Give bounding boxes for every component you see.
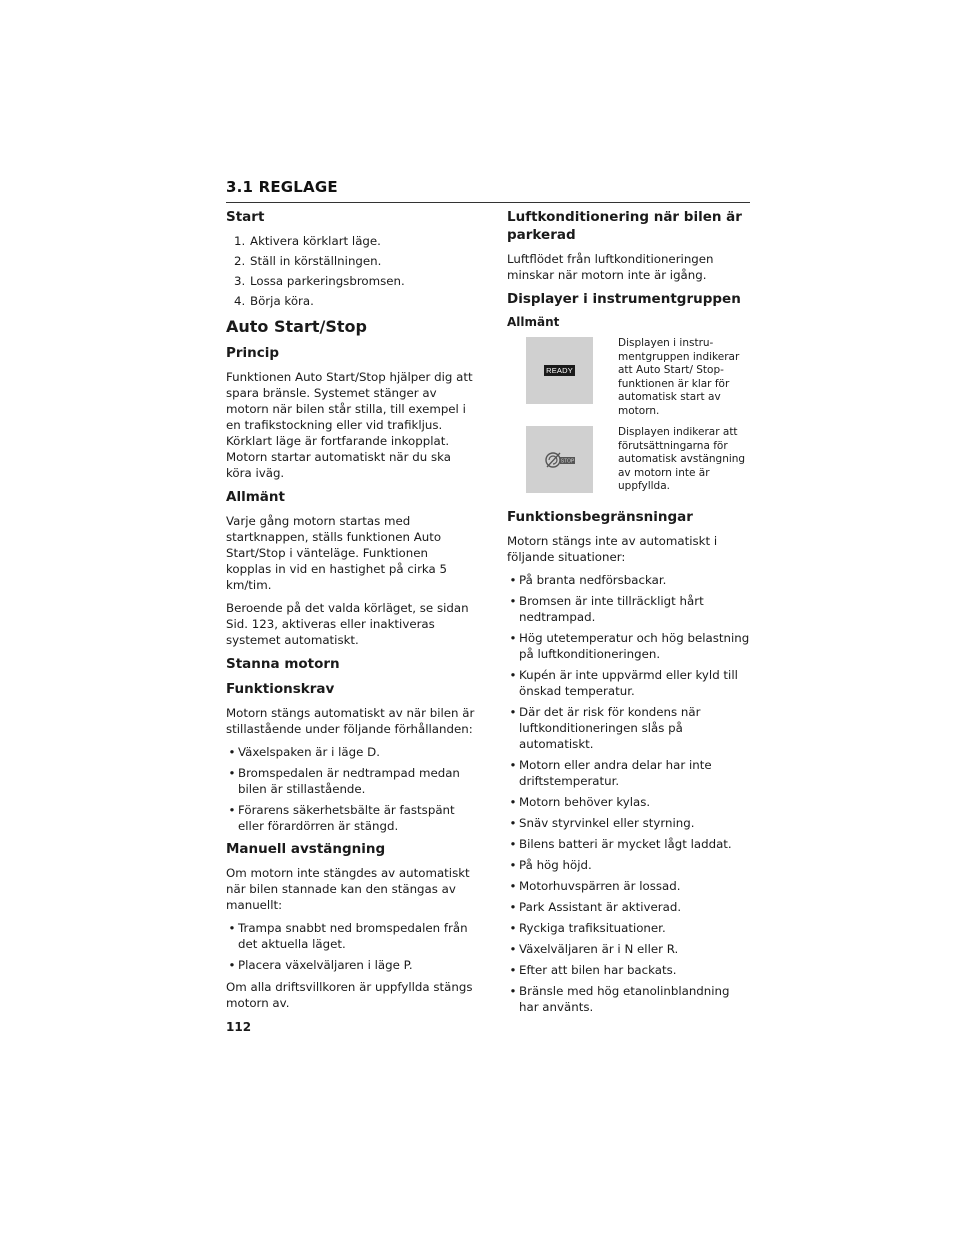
list-item: 4. Börja köra.	[234, 294, 314, 308]
funktionskrav-heading: Funktionskrav	[226, 681, 335, 697]
manuell-list	[226, 920, 476, 973]
list-item: • Där det är risk för kondens när luftkonditioneringen slås på automatiskt.	[509, 704, 701, 751]
princip-text: Funktionen Auto Start/Stop hjälper dig att spara bränsle. Systemet stänger av motorn när bilen står stilla, till exempel i en trafikstockning eller vid trafikljus. Körklart läge är fortfarande inkopplat. Motorn startar automatiskt när du ska köra iväg.	[226, 370, 473, 480]
list-item: • På hög höjd.	[509, 857, 592, 872]
svg-text:STOP: STOP	[560, 458, 574, 465]
list-item: • Växelspaken är i läge D.	[228, 745, 380, 759]
manuell-text: Om motorn inte stängdes av automatiskt när bilen stannade kan den stängas av manuellt:	[226, 866, 470, 912]
list-item: • Motorhuvspärren är lossad.	[509, 878, 681, 893]
allmant-subheading: Allmänt	[507, 315, 560, 329]
list-item: • Hög utetemperatur och hög belastning på luftkonditioneringen.	[509, 630, 750, 661]
begransningar-text: Motorn stängs inte av automatiskt i följande situationer:	[507, 533, 718, 564]
right-column	[507, 208, 752, 1021]
list-item: 3. Lossa parkeringsbromsen.	[234, 274, 405, 288]
list-item: • Förarens säkerhetsbälte är fastspänt eller förardörren är stängd.	[228, 803, 455, 833]
list-item: • Bromsen är inte tillräckligt hårt nedtrampad.	[509, 593, 704, 624]
luft-text: Luftflödet från luftkonditioneringen minskar när motorn inte är igång.	[507, 252, 714, 282]
section-title: 3.1 REGLAGE	[226, 178, 338, 196]
list-item: • Motorn behöver kylas.	[509, 794, 651, 809]
displayer-heading: Displayer i instrumentgruppen	[507, 291, 741, 307]
list-item: • Bromspedalen är nedtrampad medan bilen är stillastående.	[228, 766, 460, 796]
list-item: • Ryckiga trafiksituationer.	[509, 920, 666, 935]
list-item: 1. Aktivera körklart läge.	[234, 234, 381, 248]
list-item: • Bränsle med hög etanolinblandning har använts.	[509, 983, 730, 1014]
display-ready-description: Displayen i instrumentgruppen indikerar att Auto Start/ Stop-funktionen är klar för automatisk start av motorn.	[618, 337, 740, 417]
funktionskrav-text: Motorn stängs automatiskt av när bilen är stillastående under följande förhållanden:	[226, 706, 475, 736]
section-header	[226, 178, 750, 203]
list-item: • Snäv styrvinkel eller styrning.	[509, 815, 695, 830]
begransningar-list	[507, 572, 752, 1015]
ready-icon: READY	[546, 366, 573, 375]
funktionskrav-list	[226, 744, 476, 834]
auto-stop-unavailable-icon	[543, 449, 577, 471]
list-item: • På branta nedförsbackar.	[509, 572, 667, 587]
left-column	[226, 208, 476, 1018]
list-item: • Bilens batteri är mycket lågt laddat.	[509, 836, 732, 851]
list-item: • Kupén är inte uppvärmd eller kyld till önskad temperatur.	[509, 667, 738, 698]
princip-heading: Princip	[226, 345, 280, 361]
begransningar-heading: Funktionsbegränsningar	[507, 508, 693, 525]
list-item: • Park Assistant är aktiverad.	[509, 899, 682, 914]
start-steps	[226, 233, 476, 309]
allmant-heading: Allmänt	[226, 489, 285, 505]
list-item: • Placera växelväljaren i läge P.	[228, 958, 413, 972]
list-item: • Efter att bilen har backats.	[509, 962, 677, 977]
page-number: 112	[226, 1020, 252, 1034]
final-text: Om alla driftsvillkoren är uppfyllda stängs motorn av.	[226, 980, 473, 1010]
stanna-heading: Stanna motorn	[226, 656, 340, 672]
ready-display-image	[526, 337, 593, 404]
display-ready-row	[507, 337, 752, 418]
display-stop-description: Displayen indikerar att förutsättningarna för automatisk avstängning av motorn inte är uppfyllda.	[618, 426, 746, 492]
header-divider	[226, 202, 750, 203]
allmant-text-2: Beroende på det valda körläget, se sidan Sid. 123, aktiveras eller inaktiveras systemet automatiskt.	[226, 601, 469, 647]
display-stop-row	[507, 426, 752, 494]
list-item: • Växelväljaren är i N eller R.	[509, 941, 679, 956]
luft-heading: Luftkonditionering när bilen är parkerad	[507, 209, 742, 243]
autostart-heading: Auto Start/Stop	[226, 317, 367, 336]
list-item: 2. Ställ in körställningen.	[234, 254, 382, 268]
stop-display-image	[526, 426, 593, 493]
list-item: • Motorn eller andra delar har inte driftstemperatur.	[509, 757, 712, 788]
list-item: • Trampa snabbt ned bromspedalen från det aktuella läget.	[228, 921, 468, 951]
allmant-text-1: Varje gång motorn startas med startknappen, ställs funktionen Auto Start/Stop i vänteläge. Funktionen kopplas in vid en hastighet på cirka 5 km/tim.	[226, 514, 448, 592]
start-heading: Start	[226, 209, 265, 225]
manuell-heading: Manuell avstängning	[226, 841, 386, 857]
